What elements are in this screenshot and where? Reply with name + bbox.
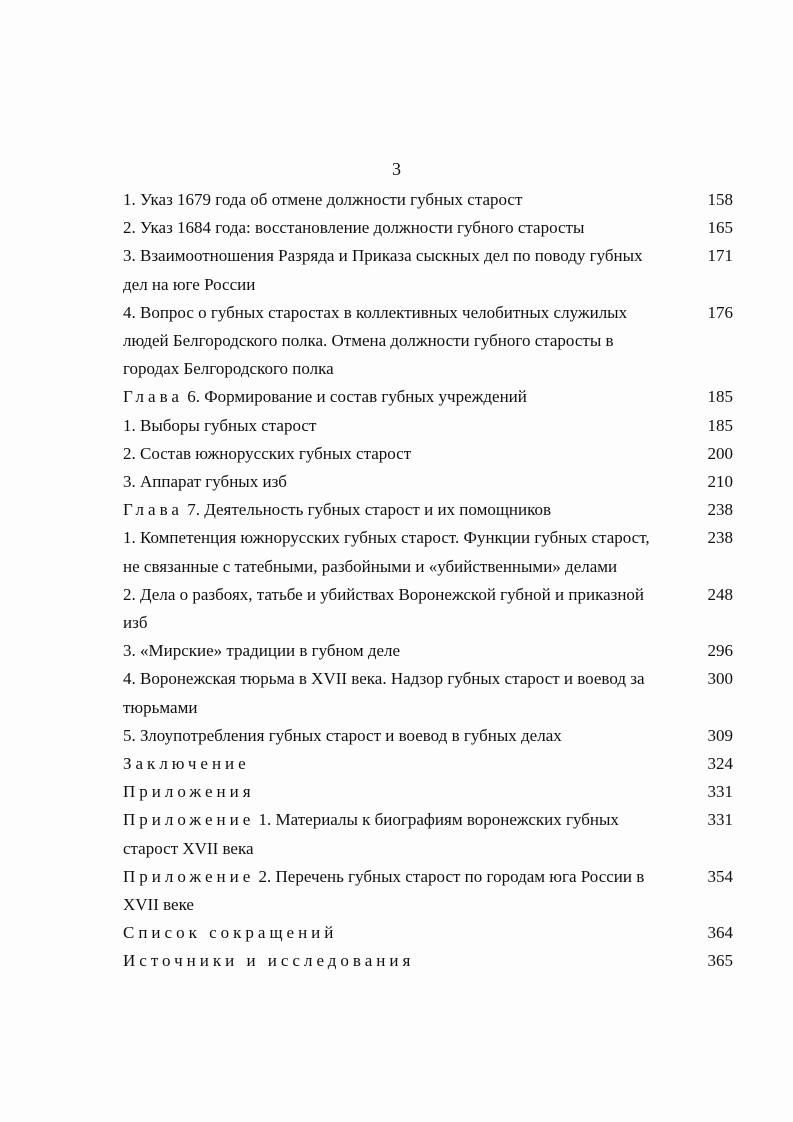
toc-entry-text: 5. Злоупотребления губных старост и воевод в губных делах xyxy=(123,725,562,745)
toc-entry-page: 210 xyxy=(707,472,733,492)
toc-section-heading xyxy=(123,919,733,947)
toc-section-heading xyxy=(123,778,733,806)
toc-entry-title: 2. Перечень губных старост по городам юга России в XVII веке xyxy=(123,866,645,915)
toc-entry-title: 1. Материалы к биографиям воронежских губных старост XVII века xyxy=(123,810,619,858)
toc-entry xyxy=(123,214,733,242)
toc-entry-text: 3. Аппарат губных изб xyxy=(123,472,287,492)
toc-entry-text: 3. «Мирские» традиции в губном деле xyxy=(123,641,401,661)
toc-entry-text xyxy=(123,750,667,778)
toc-entry xyxy=(123,665,733,721)
toc-section-heading xyxy=(123,750,733,778)
toc-entry-page: 324 xyxy=(707,754,733,774)
toc-entry-label: Приложение xyxy=(123,810,255,830)
toc-entry-text: 1. Указ 1679 года об отмене должности губных старост xyxy=(123,190,523,209)
table-of-contents xyxy=(123,186,733,976)
toc-chapter-heading xyxy=(123,383,733,411)
toc-entry-page: 185 xyxy=(707,415,733,435)
toc-entry-page: 200 xyxy=(707,443,733,463)
toc-entry xyxy=(123,637,733,665)
toc-entry-label: Приложение xyxy=(123,866,255,886)
toc-entry-title: 6. Формирование и состав губных учреждений xyxy=(182,387,527,407)
toc-entry xyxy=(123,186,733,214)
toc-entry xyxy=(123,440,733,468)
toc-entry-page: 165 xyxy=(707,218,733,238)
toc-entry-page: 185 xyxy=(707,387,733,407)
toc-entry-text xyxy=(123,496,667,524)
toc-entry-text: 4. Воронежская тюрьма в XVII века. Надзор губных старост и воевод за тюрьмами xyxy=(123,669,645,717)
toc-entry-text xyxy=(123,919,667,947)
toc-section-heading xyxy=(123,863,733,919)
toc-entry-label: Глава xyxy=(123,387,183,407)
toc-entry-page: 300 xyxy=(707,669,733,689)
toc-entry-page: 365 xyxy=(707,951,733,971)
toc-entry-text xyxy=(123,778,667,806)
toc-entry-text: 2. Состав южнорусских губных старост xyxy=(123,443,412,463)
toc-entry-page: 331 xyxy=(707,782,733,802)
toc-entry-page: 309 xyxy=(707,725,733,745)
toc-entry-page: 238 xyxy=(707,500,733,520)
toc-entry-text: 3. Взаимоотношения Разряда и Приказа сыскных дел по поводу губных дел на юге России xyxy=(123,246,643,294)
toc-entry-page: 238 xyxy=(707,528,733,548)
toc-entry xyxy=(123,242,733,298)
page-number: 3 xyxy=(392,159,401,179)
toc-entry-page: 248 xyxy=(707,584,733,604)
toc-entry-text: 2. Указ 1684 года: восстановление должности губного старосты xyxy=(123,218,585,238)
toc-entry-text xyxy=(123,383,667,411)
toc-entry-page: 364 xyxy=(707,923,733,943)
toc-entry-text xyxy=(123,947,667,975)
toc-entry xyxy=(123,524,733,580)
toc-entry-text: 4. Вопрос о губных старостах в коллективных челобитных служилых людей Белгородского полка. Отмена должности губного старосты в городах Белгородского полка xyxy=(123,302,628,379)
toc-section-heading xyxy=(123,947,733,975)
toc-entry-title: 7. Деятельность губных старост и их помощников xyxy=(182,500,552,520)
toc-entry xyxy=(123,722,733,750)
toc-entry xyxy=(123,468,733,496)
toc-entry-text xyxy=(123,863,667,919)
toc-entry xyxy=(123,412,733,440)
toc-entry-label: Глава xyxy=(123,500,183,520)
toc-section-heading xyxy=(123,806,733,862)
toc-entry-page: 176 xyxy=(707,302,733,322)
toc-entry-label: Источники и исследования xyxy=(123,951,415,971)
toc-entry-page: 354 xyxy=(707,866,733,886)
toc-entry-text: 1. Выборы губных старост xyxy=(123,415,317,435)
toc-entry-page: 331 xyxy=(707,810,733,830)
toc-entry xyxy=(123,581,733,637)
toc-entry-text xyxy=(123,806,667,862)
toc-entry-label: Заключение xyxy=(123,754,250,774)
toc-entry-text: 1. Компетенция южнорусских губных старост. Функции губных старост, не связанные с татебными, разбойными и «убийственными» делами xyxy=(123,528,650,576)
toc-entry-text: 2. Дела о разбоях, татьбе и убийствах Воронежской губной и приказной изб xyxy=(123,584,645,633)
toc-entry-label: Список сокращений xyxy=(123,923,338,943)
toc-entry-label: Приложения xyxy=(123,782,255,802)
toc-entry-page: 296 xyxy=(707,641,733,661)
toc-chapter-heading xyxy=(123,496,733,524)
toc-entry-page: 158 xyxy=(707,190,733,209)
toc-entry-page: 171 xyxy=(707,246,733,266)
toc-entry xyxy=(123,299,733,384)
